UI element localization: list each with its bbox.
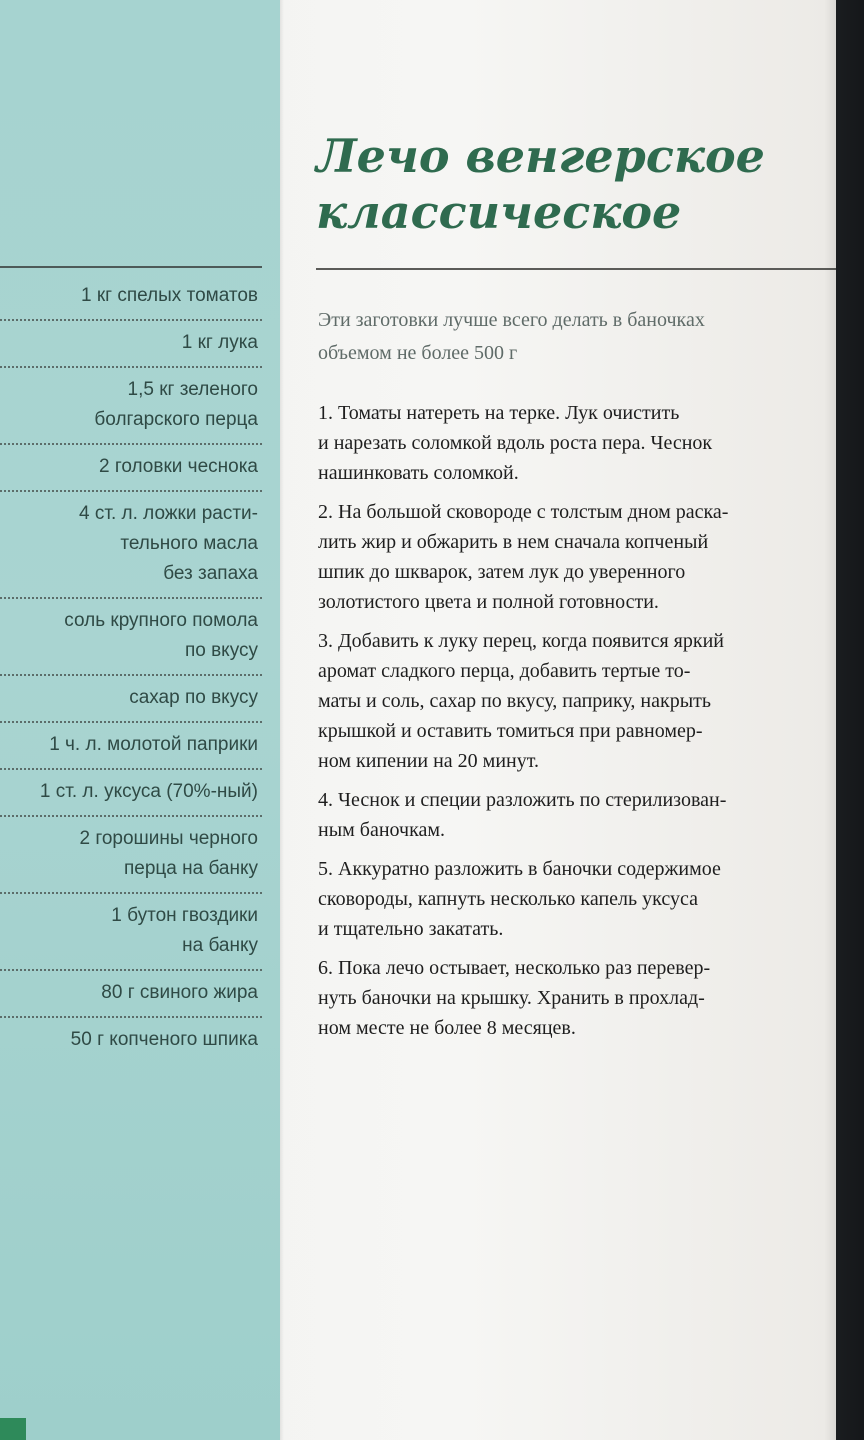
ingredient-line: 1,5 кг зеленого: [127, 379, 258, 400]
step-line: 4. Чеснок и специи разложить по стерилизован-: [318, 789, 727, 811]
ingredient-line: 2 горошины черного: [79, 828, 258, 849]
ingredient-line: по вкусу: [184, 640, 258, 661]
step-line: сковороды, капнуть несколько капель уксуса: [318, 888, 698, 910]
ingredient-line: 1 кг лука: [181, 332, 258, 353]
ingredient-line: 4 ст. л. ложки расти-: [79, 503, 258, 524]
step-line: ном кипении на 20 минут.: [318, 750, 539, 772]
ingredient-item: [0, 894, 262, 971]
title-rule: [316, 268, 836, 270]
ingredient-item: [0, 770, 262, 817]
ingredient-line: 50 г копченого шпика: [70, 1029, 258, 1050]
ingredient-item: [0, 274, 262, 321]
ingredient-line: сахар по вкусу: [129, 687, 258, 708]
step-line: маты и соль, сахар по вкусу, паприку, накрыть: [318, 690, 712, 712]
step-line: аромат сладкого перца, добавить тертые то-: [318, 660, 691, 682]
page-corner-tab: [0, 1418, 26, 1440]
ingredient-item: [0, 368, 262, 445]
ingredient-item: [0, 971, 262, 1018]
step-line: 1. Томаты натереть на терке. Лук очистить: [318, 402, 680, 424]
ingredient-item: [0, 1018, 262, 1063]
ingredients-sidebar: [0, 0, 280, 1440]
step-line: лить жир и обжарить в нем сначала копченый: [318, 531, 709, 553]
ingredient-item: [0, 445, 262, 492]
step-line: золотистого цвета и полной готовности.: [318, 591, 659, 613]
recipe-title: [316, 128, 765, 240]
ingredient-line: болгарского перца: [94, 409, 258, 430]
step-line: крышкой и оставить томиться при равномер-: [318, 720, 703, 742]
page-gutter-shadow: [824, 0, 864, 1440]
step-line: и нарезать соломкой вдоль роста пера. Чеснок: [318, 432, 713, 454]
step-line: нашинковать соломкой.: [318, 462, 519, 484]
ingredient-item: [0, 599, 262, 676]
recipe-step: [318, 398, 858, 488]
step-line: 3. Добавить к луку перец, когда появится яркий: [318, 630, 725, 652]
step-line: и тщательно закатать.: [318, 918, 504, 940]
ingredient-line: 2 головки чеснока: [99, 456, 258, 477]
recipe-step: [318, 497, 858, 617]
step-line: ном месте не более 8 месяцев.: [318, 1017, 576, 1039]
step-line: 2. На большой сковороде с толстым дном раска-: [318, 501, 729, 523]
step-line: нуть баночки на крышку. Хранить в прохлад-: [318, 987, 705, 1009]
recipe-step: [318, 854, 858, 944]
ingredient-line: 1 ч. л. молотой паприки: [49, 734, 258, 755]
sidebar-edge-shade: [280, 0, 284, 1440]
recipe-step: [318, 785, 858, 845]
ingredient-line: 1 бутон гвоздики: [111, 905, 258, 926]
recipe-title-line: Лечо венгерское: [316, 129, 765, 183]
recipe-steps: [318, 398, 858, 1052]
ingredient-line: 1 ст. л. уксуса (70%-ный): [39, 781, 258, 802]
step-line: 5. Аккуратно разложить в баночки содержимое: [318, 858, 721, 880]
recipe-title-line: классическое: [316, 185, 682, 239]
ingredient-line: соль крупного помола: [64, 610, 258, 631]
step-line: 6. Пока лечо остывает, несколько раз перевер-: [318, 957, 711, 979]
intro-line: объемом не более 500 г: [318, 342, 518, 364]
ingredient-item: [0, 492, 262, 599]
intro-line: Эти заготовки лучше всего делать в баночках: [318, 309, 705, 331]
recipe-intro: [318, 304, 864, 370]
recipe-step: [318, 953, 858, 1043]
step-line: шпик до шкварок, затем лук до уверенного: [318, 561, 686, 583]
ingredient-line: без запаха: [163, 563, 258, 584]
ingredient-line: перца на банку: [123, 858, 258, 879]
ingredient-line: 80 г свиного жира: [101, 982, 258, 1003]
ingredients-list: [0, 274, 262, 1063]
ingredient-item: [0, 723, 262, 770]
ingredient-line: тельного масла: [120, 533, 258, 554]
ingredient-line: на банку: [182, 935, 258, 956]
recipe-step: [318, 626, 858, 776]
ingredient-item: [0, 321, 262, 368]
ingredient-line: 1 кг спелых томатов: [80, 285, 258, 306]
ingredient-item: [0, 817, 262, 894]
step-line: ным баночкам.: [318, 819, 446, 841]
ingredient-item: [0, 676, 262, 723]
ingredients-rule: [0, 266, 262, 268]
